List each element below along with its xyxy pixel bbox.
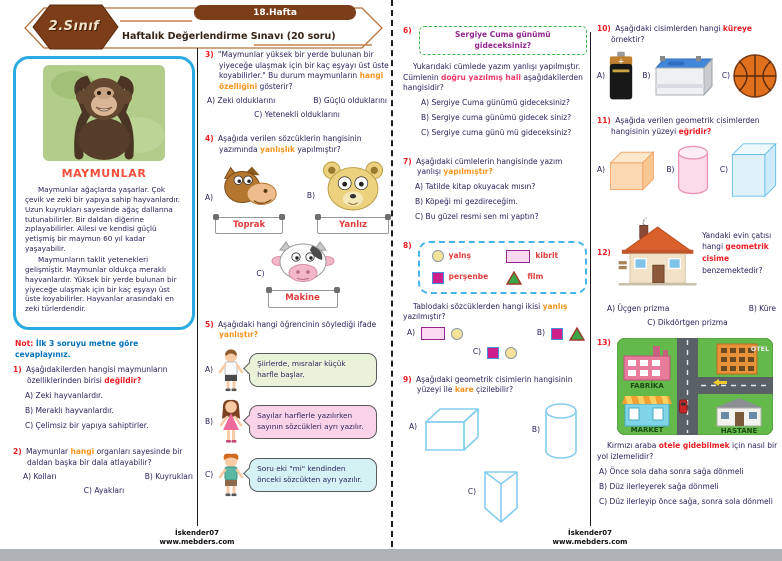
table-item: kibrit [506,250,573,263]
green-triangle-shape [569,327,585,341]
option-a: A) Tatilde kitap okuyacak mısın? [415,182,536,191]
option-b: B) Küre [748,304,776,313]
boy-icon [217,452,245,498]
cylinder-outline-icon [543,402,579,460]
hospital-label: HASTANE [720,427,758,435]
speech-bubble: Soru eki "mi" kendinden önceki sözcükten ayrı yazılır. [249,458,377,492]
footer-author: İskender07 [568,529,612,537]
question-number: 11) [597,116,611,125]
highlighted-word: yanlıştır? [219,330,259,340]
highlighted-word: yapılmıştır? [443,167,493,176]
map-illustration [617,338,773,435]
left-page-column-2 [205,50,389,508]
question-number: 3) [205,50,214,59]
option-b: B) Sergiye cuma günümü gidecek siniz? [421,113,572,122]
option-c: C) Yetenekli olduklarını [254,109,340,119]
magenta-square-shape [487,347,499,359]
option-a: A) [407,327,463,341]
speech-bubble: Sayılar harflerle yazılırken sayının sözcükleri ayrı yazılır. [249,405,377,439]
passage-paragraph-1: Maymunlar ağaçlarda yaşarlar. Çok çevik ve zeki bir yapıya sahip hayvanlardır. Uzun kuyrukları sayesinde ağaç dallarına tutunabilirler. Bir daldan diğerine zıplayabilirler. Ailesi ve kendisi güçlü yetişmiş bir maymun 60 yıl kadar yaşayabilir. [25,185,180,253]
option-b: B) [537,327,585,341]
passage-title: MAYMUNLAR [61,167,147,180]
question-3 [205,50,389,120]
word-sign: Yanlız [317,217,389,235]
option-a: A) Sergiye Cuma günümü gideceksiniz? [421,98,570,107]
column-divider-right-page [590,32,591,526]
table-item: film [506,271,573,285]
question-text: 10) Aşağıdaki cisimlerden hangi küreye örnektir? [597,24,753,44]
option-a: A) Önce sola daha sonra sağa dönmeli [599,466,744,476]
question-text: Kırmızı araba otele gidebilmek için nasıl bir yol izlemelidir? [597,441,778,461]
option-a: A) [409,402,486,454]
option-b: B) Meraklı hayvanlardır. [25,405,114,415]
option-a: A) Üçgen prizma [607,304,670,313]
left-page-column-1 [13,56,195,506]
table-item: perşenbe [432,271,499,285]
column-divider-left-page [197,48,198,526]
footer-author: İskender07 [175,529,219,537]
battery-icon [607,50,635,102]
question-text: 11) Aşağıda verilen geometrik cisimlerden hangisinin yüzeyi eğridir? [597,116,760,136]
option-b: B) Sayılar harflerle yazılırken sayının sözcükleri ayrı yazılır. [205,399,389,445]
blue-rectangular-prism-icon [730,142,778,198]
market-building [622,396,672,426]
basketball-icon [732,53,778,99]
option-b: B) Köpeği mi gezdireceğim. [415,197,518,206]
question-text: 4) Aşağıda verilen sözcüklerin hangisinin yazımında yanlışlık yapılmıştır? [205,134,362,154]
question-number: 4) [205,134,214,143]
option-c: C) [720,142,778,198]
monkey-photo [43,65,165,161]
instruction-note [15,339,195,360]
option-c: C) Sergiye cuma günü mü gideceksiniz? [421,128,572,137]
word-sign: Toprak [215,217,283,235]
question-text: 5) Aşağıdaki hangi öğrencinin söylediği ifade yanlıştır? [205,319,377,340]
option-c: C) [722,53,778,99]
highlighted-word: geometrik cisime [702,242,769,263]
house-icon [617,210,698,296]
option-a: A) Şiirlerde, mısralar küçük harfle başlar. [205,348,389,392]
header-subtitle: Haftalık Değerlendirme Sınavı (20 soru) [122,31,336,42]
question-text: 9) Aşağıdaki geometrik cisimlerin hangisinin yüzeyi ile kare çizilebilir? [403,374,573,394]
right-page-column-2 [597,24,778,517]
footer-site: www.mebders.com [552,538,628,547]
question-text: 3) "Maymunlar yüksek bir yerde bulunan bir yiyeceğe ulaşmak için bir kaç eşyayı üst üste koyabilirler." Bu durum maymunların hangi özelliğini gösterir? [205,50,389,91]
question-6 [403,26,587,139]
question-9 [403,375,587,524]
bear-icon [317,159,389,213]
option-b: B) Güçlü olduklarını [313,96,387,105]
question-2 [13,447,195,496]
option-c: C) Çelimsiz bir yapıya sahiptirler. [25,420,149,430]
cube-outline-icon [420,402,486,454]
highlighted-word: doğru yazılmış hali [440,72,521,82]
question-number: 13) [597,338,611,347]
note-text: İlk 3 soruyu metne göre cevaplayınız. [15,339,139,359]
highlighted-word: yanlış [542,301,568,311]
question-number: 6) [403,26,412,35]
speech-bubble: Şiirlerde, mısralar küçük harfle başlar. [249,353,377,387]
magenta-square-shape [432,272,444,284]
girl-icon [217,399,245,445]
question-number: 5) [205,319,214,329]
highlighted-word: otele gidebilmek [658,441,730,450]
option-a: A) Toprak [205,163,283,234]
word-sign: Makine [268,290,338,308]
option-a: A) Zeki hayvanlardır. [25,390,103,400]
yellow-circle-shape [505,347,517,359]
note-label: Not: [15,339,34,348]
question-number: 12) [597,247,611,257]
question-number: 8) [403,240,412,250]
yellow-circle-shape [432,250,444,262]
horse-icon [215,163,283,213]
question-13 [597,338,778,507]
option-b: B) [666,145,710,195]
desk-background-strip [0,549,782,561]
option-c: C) Soru eki "mi" kendinden önceki sözcükten ayrı yazılır. [205,452,389,498]
pink-rectangle-shape [421,327,445,340]
highlighted-word: kare [454,385,474,394]
highlighted-word: yanlışlık [259,144,295,154]
boy-icon [217,348,245,392]
highlighted-word: küreye [722,24,753,33]
car-battery-icon [652,54,714,98]
worksheet-header [22,4,384,50]
option-c: C) [403,462,587,524]
option-c: C) Bu güzel resmi sen mi yaptın? [415,212,539,221]
option-a: A) Zeki olduklarını [207,96,276,105]
question-text: 1) Aşağıdakilerden hangisi maymunların özelliklerinden birisi değildir? [13,365,168,385]
option-b: B) Kuyrukları [144,472,193,482]
highlighted-word: eğridir? [678,126,712,136]
right-page-column-1 [403,26,587,534]
green-triangle-shape [506,271,522,285]
orange-cube-icon [607,148,657,192]
option-a: A) Kolları [23,472,57,482]
question-number: 1) [13,365,22,375]
footer-right [520,529,660,548]
option-b: B) Yanlız [307,159,389,234]
week-label: 18.Hafta [253,8,297,18]
option-c: C) Düz ilerleyip önce sağa, sonra sola dönmeli [599,496,773,506]
word-table-box [418,241,587,294]
option-b: B) [532,402,579,460]
question-12 [597,210,778,328]
question-number: 9) [403,374,412,384]
question-4 [205,134,389,308]
question-text: 2) Maymunlar hangi organları sayesinde bir daldan başka bir dala atlayabilir? [13,447,183,467]
highlighted-word: hangi [70,447,95,457]
factory-label: FABRİKA [630,382,664,390]
highlighted-word: hangi özelliğini [219,71,384,91]
hotel-label: OTEL [750,345,770,353]
option-c: C) [403,347,587,359]
question-1 [13,365,195,431]
question-8 [403,241,587,359]
question-10 [597,24,778,102]
option-a: A) [597,148,657,192]
option-a: A) + [597,50,635,102]
svg-text:+: + [617,56,625,66]
footer-site: www.mebders.com [159,538,235,547]
triangular-prism-outline-icon [480,462,522,524]
page-divider [391,0,393,547]
question-text: Tablodaki sözcüklerden hangi ikisi yanlış yazılmıştır? [403,301,568,321]
cow-icon [268,240,338,286]
footer-left [127,529,267,548]
question-5 [205,320,389,498]
question-number: 10) [597,24,611,33]
question-text: Yandaki evin çatısı hangi geometrik cisime benzemektedir? [702,230,772,275]
example-sentence-box: Sergiye Cuma günümü gideceksiniz? [419,26,587,55]
passage-paragraph-2: Maymunların taklit yetenekleri gelişmiştir. Maymunlar oldukça meraklı hayvanlardır. Yüksek bir yerde bulunan bir yiyeceğe ulaşmak için bir kaç eşyayı üst üste koyabilirler. Hayvanlar arasındaki en zeki türlerdendir. [25,255,177,314]
highlighted-word: değildir? [104,375,142,385]
reading-passage-box [13,56,195,330]
question-text: Yukarıdaki cümlede yazım yanlışı yapılmıştır. Cümlenin doğru yazılmış hali aşağıdakilerden hangisidir? [403,62,583,92]
question-7 [403,157,587,223]
grade-badge: 2.Sınıf [48,19,100,34]
question-number: 7) [403,156,412,166]
yellow-circle-shape [451,328,463,340]
option-c: C) Dikdörtgen prizma [647,317,728,327]
option-c: C) Makine [205,240,389,307]
magenta-square-shape [551,328,563,340]
pink-rectangle-shape [506,250,530,263]
question-11 [597,116,778,198]
table-item: yalnş [432,250,499,263]
question-number: 2) [13,447,22,457]
option-b: B) Düz ilerleyerek sağa dönmeli [599,481,719,491]
option-c: C) Ayakları [83,485,125,495]
market-label: MARKET [630,426,664,434]
option-b: B) [642,54,714,98]
pink-cylinder-icon [676,145,710,195]
question-text: 7) Aşağıdaki cümlelerin hangisinde yazım yanlışı yapılmıştır? [403,156,563,176]
